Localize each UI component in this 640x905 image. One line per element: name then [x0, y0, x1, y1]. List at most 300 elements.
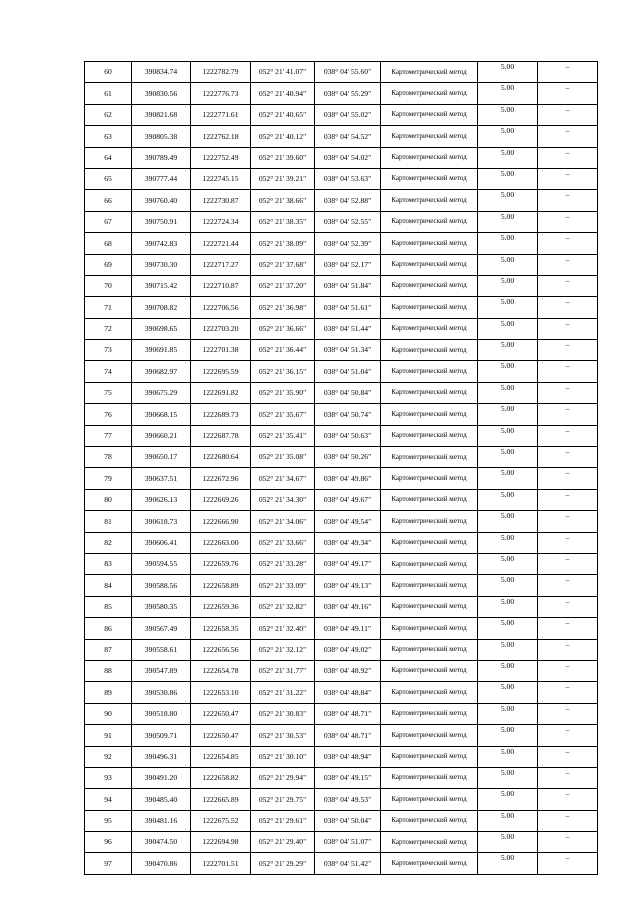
method-cell: Картометрический метод	[381, 147, 478, 168]
method-cell: Картометрический метод	[381, 639, 478, 660]
y-coordinate-cell: 1222658.89	[191, 575, 251, 596]
latitude-cell: 052° 21' 36.66"	[251, 318, 315, 339]
note-cell: –	[538, 618, 598, 639]
method-cell: Картометрический метод	[381, 767, 478, 788]
method-cell: Картометрический метод	[381, 297, 478, 318]
y-coordinate-cell: 1222669.26	[191, 489, 251, 510]
accuracy-cell: 5.00	[478, 682, 538, 703]
point-number-cell: 90	[85, 703, 132, 724]
note-cell: –	[538, 789, 598, 810]
point-number-cell: 61	[85, 83, 132, 104]
table-row	[85, 746, 598, 767]
accuracy-cell: 5.00	[478, 746, 538, 767]
y-coordinate-cell: 1222665.89	[191, 789, 251, 810]
method-cell: Картометрический метод	[381, 618, 478, 639]
latitude-cell: 052° 21' 35.41"	[251, 425, 315, 446]
latitude-cell: 052° 21' 32.82"	[251, 596, 315, 617]
table-row	[85, 703, 598, 724]
accuracy-cell: 5.00	[478, 104, 538, 125]
latitude-cell: 052° 21' 34.67"	[251, 468, 315, 489]
note-cell: –	[538, 468, 598, 489]
point-number-cell: 67	[85, 211, 132, 232]
latitude-cell: 052° 21' 36.44"	[251, 340, 315, 361]
method-cell: Картометрический метод	[381, 233, 478, 254]
method-cell: Картометрический метод	[381, 682, 478, 703]
y-coordinate-cell: 1222745.15	[191, 168, 251, 189]
y-coordinate-cell: 1222701.38	[191, 340, 251, 361]
accuracy-cell: 5.00	[478, 147, 538, 168]
x-coordinate-cell: 390650.17	[132, 447, 191, 468]
point-number-cell: 60	[85, 62, 132, 83]
note-cell: –	[538, 639, 598, 660]
longitude-cell: 038° 04' 49.02"	[315, 639, 381, 660]
x-coordinate-cell: 390530.86	[132, 682, 191, 703]
y-coordinate-cell: 1222675.52	[191, 810, 251, 831]
point-number-cell: 73	[85, 340, 132, 361]
note-cell: –	[538, 746, 598, 767]
latitude-cell: 052° 21' 31.22"	[251, 682, 315, 703]
accuracy-cell: 5.00	[478, 318, 538, 339]
note-cell: –	[538, 853, 598, 874]
y-coordinate-cell: 1222776.73	[191, 83, 251, 104]
note-cell: –	[538, 767, 598, 788]
method-cell: Картометрический метод	[381, 126, 478, 147]
table-row	[85, 233, 598, 254]
x-coordinate-cell: 390675.29	[132, 382, 191, 403]
coordinates-table	[84, 61, 598, 875]
x-coordinate-cell: 390637.51	[132, 468, 191, 489]
table-row	[85, 832, 598, 853]
longitude-cell: 038° 04' 48.92"	[315, 660, 381, 681]
longitude-cell: 038° 04' 51.42"	[315, 853, 381, 874]
method-cell: Картометрический метод	[381, 104, 478, 125]
latitude-cell: 052° 21' 30.83"	[251, 703, 315, 724]
point-number-cell: 91	[85, 725, 132, 746]
accuracy-cell: 5.00	[478, 126, 538, 147]
x-coordinate-cell: 390691.85	[132, 340, 191, 361]
x-coordinate-cell: 390682.97	[132, 361, 191, 382]
method-cell: Картометрический метод	[381, 83, 478, 104]
y-coordinate-cell: 1222752.49	[191, 147, 251, 168]
longitude-cell: 038° 04' 50.74"	[315, 404, 381, 425]
y-coordinate-cell: 1222663.00	[191, 532, 251, 553]
longitude-cell: 038° 04' 50.26"	[315, 447, 381, 468]
accuracy-cell: 5.00	[478, 404, 538, 425]
longitude-cell: 038° 04' 51.04"	[315, 361, 381, 382]
longitude-cell: 038° 04' 48.84"	[315, 682, 381, 703]
accuracy-cell: 5.00	[478, 853, 538, 874]
longitude-cell: 038° 04' 52.88"	[315, 190, 381, 211]
latitude-cell: 052° 21' 41.07"	[251, 62, 315, 83]
y-coordinate-cell: 1222701.51	[191, 853, 251, 874]
x-coordinate-cell: 390594.55	[132, 553, 191, 574]
longitude-cell: 038° 04' 49.17"	[315, 553, 381, 574]
note-cell: –	[538, 340, 598, 361]
note-cell: –	[538, 660, 598, 681]
point-number-cell: 92	[85, 746, 132, 767]
table-row	[85, 725, 598, 746]
table-row	[85, 104, 598, 125]
accuracy-cell: 5.00	[478, 190, 538, 211]
y-coordinate-cell: 1222659.36	[191, 596, 251, 617]
point-number-cell: 70	[85, 275, 132, 296]
latitude-cell: 052° 21' 31.77"	[251, 660, 315, 681]
latitude-cell: 052° 21' 30.10"	[251, 746, 315, 767]
method-cell: Картометрический метод	[381, 318, 478, 339]
note-cell: –	[538, 83, 598, 104]
table-row	[85, 618, 598, 639]
latitude-cell: 052° 21' 37.68"	[251, 254, 315, 275]
accuracy-cell: 5.00	[478, 83, 538, 104]
table-row	[85, 447, 598, 468]
accuracy-cell: 5.00	[478, 832, 538, 853]
point-number-cell: 89	[85, 682, 132, 703]
x-coordinate-cell: 390626.13	[132, 489, 191, 510]
x-coordinate-cell: 390558.61	[132, 639, 191, 660]
note-cell: –	[538, 147, 598, 168]
y-coordinate-cell: 1222650.47	[191, 725, 251, 746]
x-coordinate-cell: 390606.41	[132, 532, 191, 553]
point-number-cell: 80	[85, 489, 132, 510]
table-row	[85, 853, 598, 874]
table-row	[85, 511, 598, 532]
x-coordinate-cell: 390821.68	[132, 104, 191, 125]
table-row	[85, 297, 598, 318]
latitude-cell: 052° 21' 33.09"	[251, 575, 315, 596]
y-coordinate-cell: 1222689.73	[191, 404, 251, 425]
table-row	[85, 532, 598, 553]
note-cell: –	[538, 275, 598, 296]
accuracy-cell: 5.00	[478, 361, 538, 382]
latitude-cell: 052° 21' 35.08"	[251, 447, 315, 468]
accuracy-cell: 5.00	[478, 725, 538, 746]
point-number-cell: 68	[85, 233, 132, 254]
table-row	[85, 789, 598, 810]
latitude-cell: 052° 21' 29.94"	[251, 767, 315, 788]
latitude-cell: 052° 21' 38.09"	[251, 233, 315, 254]
x-coordinate-cell: 390660.21	[132, 425, 191, 446]
x-coordinate-cell: 390805.38	[132, 126, 191, 147]
longitude-cell: 038° 04' 50.63"	[315, 425, 381, 446]
longitude-cell: 038° 04' 49.13"	[315, 575, 381, 596]
latitude-cell: 052° 21' 38.66"	[251, 190, 315, 211]
x-coordinate-cell: 390491.20	[132, 767, 191, 788]
y-coordinate-cell: 1222695.59	[191, 361, 251, 382]
y-coordinate-cell: 1222656.56	[191, 639, 251, 660]
point-number-cell: 64	[85, 147, 132, 168]
y-coordinate-cell: 1222730.87	[191, 190, 251, 211]
latitude-cell: 052° 21' 32.40"	[251, 618, 315, 639]
latitude-cell: 052° 21' 33.28"	[251, 553, 315, 574]
x-coordinate-cell: 390481.16	[132, 810, 191, 831]
accuracy-cell: 5.00	[478, 553, 538, 574]
longitude-cell: 038° 04' 49.54"	[315, 511, 381, 532]
longitude-cell: 038° 04' 50.84"	[315, 382, 381, 403]
longitude-cell: 038° 04' 51.84"	[315, 275, 381, 296]
x-coordinate-cell: 390474.50	[132, 832, 191, 853]
y-coordinate-cell: 1222654.78	[191, 660, 251, 681]
point-number-cell: 82	[85, 532, 132, 553]
y-coordinate-cell: 1222666.90	[191, 511, 251, 532]
point-number-cell: 65	[85, 168, 132, 189]
table-row	[85, 660, 598, 681]
note-cell: –	[538, 425, 598, 446]
note-cell: –	[538, 254, 598, 275]
point-number-cell: 74	[85, 361, 132, 382]
table-row	[85, 361, 598, 382]
y-coordinate-cell: 1222721.44	[191, 233, 251, 254]
method-cell: Картометрический метод	[381, 190, 478, 211]
x-coordinate-cell: 390750.91	[132, 211, 191, 232]
accuracy-cell: 5.00	[478, 767, 538, 788]
note-cell: –	[538, 447, 598, 468]
table-row	[85, 382, 598, 403]
accuracy-cell: 5.00	[478, 639, 538, 660]
x-coordinate-cell: 390567.49	[132, 618, 191, 639]
x-coordinate-cell: 390496.31	[132, 746, 191, 767]
longitude-cell: 038° 04' 49.15"	[315, 767, 381, 788]
accuracy-cell: 5.00	[478, 275, 538, 296]
point-number-cell: 75	[85, 382, 132, 403]
note-cell: –	[538, 126, 598, 147]
point-number-cell: 96	[85, 832, 132, 853]
method-cell: Картометрический метод	[381, 340, 478, 361]
accuracy-cell: 5.00	[478, 233, 538, 254]
longitude-cell: 038° 04' 52.17"	[315, 254, 381, 275]
y-coordinate-cell: 1222653.10	[191, 682, 251, 703]
accuracy-cell: 5.00	[478, 382, 538, 403]
latitude-cell: 052° 21' 40.65"	[251, 104, 315, 125]
latitude-cell: 052° 21' 36.98"	[251, 297, 315, 318]
point-number-cell: 94	[85, 789, 132, 810]
longitude-cell: 038° 04' 52.55"	[315, 211, 381, 232]
point-number-cell: 79	[85, 468, 132, 489]
point-number-cell: 69	[85, 254, 132, 275]
point-number-cell: 93	[85, 767, 132, 788]
accuracy-cell: 5.00	[478, 340, 538, 361]
longitude-cell: 038° 04' 48.71"	[315, 703, 381, 724]
longitude-cell: 038° 04' 49.53"	[315, 789, 381, 810]
note-cell: –	[538, 62, 598, 83]
y-coordinate-cell: 1222710.87	[191, 275, 251, 296]
note-cell: –	[538, 489, 598, 510]
accuracy-cell: 5.00	[478, 660, 538, 681]
longitude-cell: 038° 04' 49.34"	[315, 532, 381, 553]
x-coordinate-cell: 390834.74	[132, 62, 191, 83]
longitude-cell: 038° 04' 54.02"	[315, 147, 381, 168]
method-cell: Картометрический метод	[381, 725, 478, 746]
point-number-cell: 88	[85, 660, 132, 681]
table-row	[85, 596, 598, 617]
method-cell: Картометрический метод	[381, 382, 478, 403]
y-coordinate-cell: 1222680.64	[191, 447, 251, 468]
table-row	[85, 639, 598, 660]
note-cell: –	[538, 596, 598, 617]
x-coordinate-cell: 390730.30	[132, 254, 191, 275]
method-cell: Картометрический метод	[381, 810, 478, 831]
point-number-cell: 78	[85, 447, 132, 468]
note-cell: –	[538, 297, 598, 318]
table-row	[85, 168, 598, 189]
latitude-cell: 052° 21' 29.29"	[251, 853, 315, 874]
y-coordinate-cell: 1222658.82	[191, 767, 251, 788]
accuracy-cell: 5.00	[478, 489, 538, 510]
longitude-cell: 038° 04' 52.39"	[315, 233, 381, 254]
latitude-cell: 052° 21' 40.94"	[251, 83, 315, 104]
method-cell: Картометрический метод	[381, 703, 478, 724]
x-coordinate-cell: 390668.15	[132, 404, 191, 425]
point-number-cell: 87	[85, 639, 132, 660]
note-cell: –	[538, 233, 598, 254]
point-number-cell: 66	[85, 190, 132, 211]
accuracy-cell: 5.00	[478, 703, 538, 724]
table-row	[85, 810, 598, 831]
note-cell: –	[538, 832, 598, 853]
method-cell: Картометрический метод	[381, 425, 478, 446]
y-coordinate-cell: 1222703.20	[191, 318, 251, 339]
table-row	[85, 62, 598, 83]
longitude-cell: 038° 04' 54.52"	[315, 126, 381, 147]
accuracy-cell: 5.00	[478, 532, 538, 553]
table-row	[85, 83, 598, 104]
longitude-cell: 038° 04' 55.60"	[315, 62, 381, 83]
x-coordinate-cell: 390547.89	[132, 660, 191, 681]
x-coordinate-cell: 390618.73	[132, 511, 191, 532]
latitude-cell: 052° 21' 33.66"	[251, 532, 315, 553]
longitude-cell: 038° 04' 51.34"	[315, 340, 381, 361]
accuracy-cell: 5.00	[478, 468, 538, 489]
point-number-cell: 62	[85, 104, 132, 125]
latitude-cell: 052° 21' 30.53"	[251, 725, 315, 746]
y-coordinate-cell: 1222717.27	[191, 254, 251, 275]
y-coordinate-cell: 1222771.61	[191, 104, 251, 125]
accuracy-cell: 5.00	[478, 425, 538, 446]
note-cell: –	[538, 211, 598, 232]
longitude-cell: 038° 04' 51.44"	[315, 318, 381, 339]
y-coordinate-cell: 1222762.18	[191, 126, 251, 147]
table-row	[85, 340, 598, 361]
method-cell: Картометрический метод	[381, 211, 478, 232]
point-number-cell: 72	[85, 318, 132, 339]
y-coordinate-cell: 1222654.85	[191, 746, 251, 767]
accuracy-cell: 5.00	[478, 168, 538, 189]
latitude-cell: 052° 21' 29.40"	[251, 832, 315, 853]
longitude-cell: 038° 04' 55.29"	[315, 83, 381, 104]
note-cell: –	[538, 511, 598, 532]
y-coordinate-cell: 1222687.78	[191, 425, 251, 446]
accuracy-cell: 5.00	[478, 297, 538, 318]
y-coordinate-cell: 1222691.82	[191, 382, 251, 403]
note-cell: –	[538, 404, 598, 425]
table-row	[85, 682, 598, 703]
longitude-cell: 038° 04' 48.71"	[315, 725, 381, 746]
note-cell: –	[538, 168, 598, 189]
y-coordinate-cell: 1222650.47	[191, 703, 251, 724]
table-row	[85, 147, 598, 168]
latitude-cell: 052° 21' 32.12"	[251, 639, 315, 660]
table-row	[85, 318, 598, 339]
table-row	[85, 275, 598, 296]
longitude-cell: 038° 04' 51.07"	[315, 832, 381, 853]
point-number-cell: 97	[85, 853, 132, 874]
y-coordinate-cell: 1222724.34	[191, 211, 251, 232]
accuracy-cell: 5.00	[478, 618, 538, 639]
method-cell: Картометрический метод	[381, 254, 478, 275]
table-row	[85, 404, 598, 425]
method-cell: Картометрический метод	[381, 62, 478, 83]
x-coordinate-cell: 390470.86	[132, 853, 191, 874]
point-number-cell: 86	[85, 618, 132, 639]
accuracy-cell: 5.00	[478, 575, 538, 596]
latitude-cell: 052° 21' 39.60"	[251, 147, 315, 168]
latitude-cell: 052° 21' 34.06"	[251, 511, 315, 532]
x-coordinate-cell: 390715.42	[132, 275, 191, 296]
note-cell: –	[538, 190, 598, 211]
accuracy-cell: 5.00	[478, 211, 538, 232]
longitude-cell: 038° 04' 51.61"	[315, 297, 381, 318]
longitude-cell: 038° 04' 50.04"	[315, 810, 381, 831]
method-cell: Картометрический метод	[381, 746, 478, 767]
note-cell: –	[538, 682, 598, 703]
method-cell: Картометрический метод	[381, 468, 478, 489]
method-cell: Картометрический метод	[381, 596, 478, 617]
accuracy-cell: 5.00	[478, 447, 538, 468]
longitude-cell: 038° 04' 49.16"	[315, 596, 381, 617]
latitude-cell: 052° 21' 37.20"	[251, 275, 315, 296]
note-cell: –	[538, 318, 598, 339]
point-number-cell: 84	[85, 575, 132, 596]
longitude-cell: 038° 04' 49.67"	[315, 489, 381, 510]
method-cell: Картометрический метод	[381, 832, 478, 853]
latitude-cell: 052° 21' 35.67"	[251, 404, 315, 425]
note-cell: –	[538, 553, 598, 574]
y-coordinate-cell: 1222658.35	[191, 618, 251, 639]
method-cell: Картометрический метод	[381, 660, 478, 681]
x-coordinate-cell: 390742.83	[132, 233, 191, 254]
point-number-cell: 81	[85, 511, 132, 532]
longitude-cell: 038° 04' 48.94"	[315, 746, 381, 767]
x-coordinate-cell: 390580.35	[132, 596, 191, 617]
table-row	[85, 190, 598, 211]
table-row	[85, 553, 598, 574]
note-cell: –	[538, 361, 598, 382]
latitude-cell: 052° 21' 40.12"	[251, 126, 315, 147]
longitude-cell: 038° 04' 53.63"	[315, 168, 381, 189]
point-number-cell: 85	[85, 596, 132, 617]
method-cell: Картометрический метод	[381, 168, 478, 189]
y-coordinate-cell: 1222782.79	[191, 62, 251, 83]
accuracy-cell: 5.00	[478, 596, 538, 617]
note-cell: –	[538, 382, 598, 403]
longitude-cell: 038° 04' 55.02"	[315, 104, 381, 125]
x-coordinate-cell: 390509.71	[132, 725, 191, 746]
x-coordinate-cell: 390789.49	[132, 147, 191, 168]
x-coordinate-cell: 390698.65	[132, 318, 191, 339]
note-cell: –	[538, 725, 598, 746]
note-cell: –	[538, 810, 598, 831]
accuracy-cell: 5.00	[478, 789, 538, 810]
method-cell: Картометрический метод	[381, 853, 478, 874]
latitude-cell: 052° 21' 34.30"	[251, 489, 315, 510]
table-row	[85, 468, 598, 489]
point-number-cell: 63	[85, 126, 132, 147]
x-coordinate-cell: 390518.80	[132, 703, 191, 724]
x-coordinate-cell: 390760.40	[132, 190, 191, 211]
table-row	[85, 254, 598, 275]
latitude-cell: 052° 21' 29.75"	[251, 789, 315, 810]
point-number-cell: 77	[85, 425, 132, 446]
note-cell: –	[538, 575, 598, 596]
